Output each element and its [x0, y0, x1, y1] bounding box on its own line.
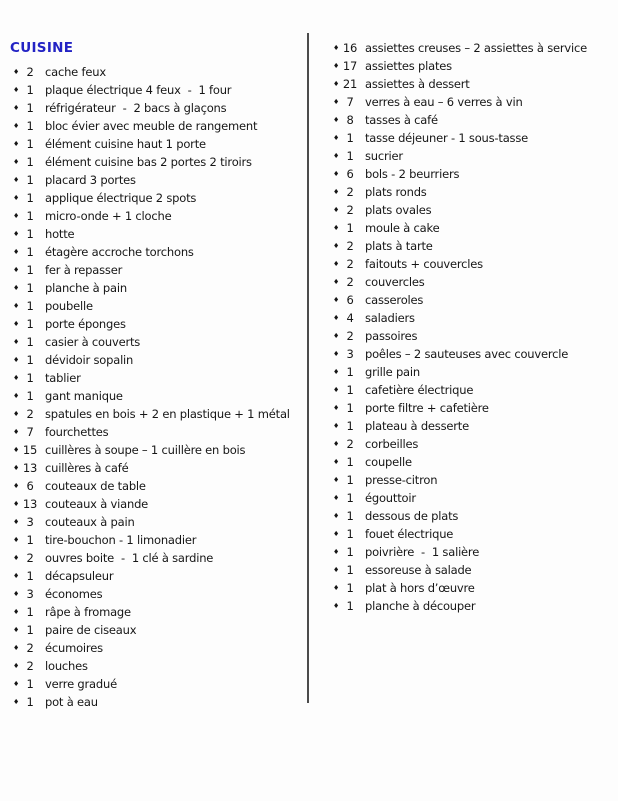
item-label: couteaux de table	[45, 479, 146, 493]
item-label: bols - 2 beurriers	[365, 167, 460, 181]
item-quantity: 2	[346, 329, 354, 343]
item-quantity: 1	[346, 545, 354, 559]
item-label: écumoires	[45, 641, 103, 655]
bullet-icon	[10, 267, 20, 274]
item-quantity: 2	[346, 275, 354, 289]
item-label: corbeilles	[365, 437, 419, 451]
bullet-icon	[10, 195, 20, 202]
item-label: moule à cake	[365, 221, 440, 235]
item-label: porte filtre + cafetière	[365, 401, 489, 415]
list-item	[10, 333, 306, 351]
bullet-icon	[330, 405, 340, 412]
bullet-icon	[330, 423, 340, 430]
item-quantity: 6	[346, 167, 354, 181]
list-item	[330, 309, 616, 327]
list-item	[10, 495, 306, 513]
bullet-icon	[330, 153, 340, 160]
list-item	[10, 135, 306, 153]
item-label: coupelle	[365, 455, 412, 469]
bullet-icon	[10, 375, 20, 382]
list-item	[330, 237, 616, 255]
item-quantity: 2	[26, 65, 34, 79]
bullet-icon	[10, 213, 20, 220]
bullet-icon	[330, 207, 340, 214]
item-label: fourchettes	[45, 425, 109, 439]
list-item	[330, 39, 616, 57]
item-label: casier à couverts	[45, 335, 141, 349]
item-quantity: 16	[342, 41, 358, 55]
list-item	[330, 543, 616, 561]
list-item	[10, 207, 306, 225]
item-quantity: 21	[342, 77, 358, 91]
list-item	[330, 255, 616, 273]
item-label: plateau à desserte	[365, 419, 469, 433]
list-item	[10, 81, 306, 99]
item-quantity: 1	[26, 155, 34, 169]
list-item	[330, 471, 616, 489]
list-item	[10, 171, 306, 189]
bullet-icon	[10, 303, 20, 310]
list-item	[330, 129, 616, 147]
bullet-icon	[10, 231, 20, 238]
item-quantity: 1	[26, 173, 34, 187]
list-item	[10, 477, 306, 495]
bullet-icon	[10, 663, 20, 670]
bullet-icon	[10, 681, 20, 688]
list-item	[330, 57, 616, 75]
bullet-icon	[10, 627, 20, 634]
list-item	[10, 459, 306, 477]
list-item	[10, 279, 306, 297]
item-label: tire-bouchon - 1 limonadier	[45, 533, 197, 547]
item-quantity: 1	[26, 83, 34, 97]
bullet-icon	[330, 63, 340, 70]
list-item	[330, 561, 616, 579]
item-label: égouttoir	[365, 491, 416, 505]
item-label: plat à hors d’œuvre	[365, 581, 475, 595]
bullet-icon	[330, 279, 340, 286]
item-quantity: 1	[26, 227, 34, 241]
item-quantity: 1	[346, 149, 354, 163]
item-label: verres à eau – 6 verres à vin	[365, 95, 523, 109]
item-label: plats ronds	[365, 185, 427, 199]
item-quantity: 2	[26, 659, 34, 673]
list-item	[330, 399, 616, 417]
item-label: pot à eau	[45, 695, 98, 709]
item-quantity: 1	[346, 563, 354, 577]
item-label: cuillères à soupe – 1 cuillère en bois	[45, 443, 246, 457]
bullet-icon	[10, 357, 20, 364]
list-item	[10, 423, 306, 441]
item-label: fouet électrique	[365, 527, 454, 541]
item-label: cuillères à café	[45, 461, 129, 475]
item-quantity: 1	[26, 389, 34, 403]
bullet-icon	[10, 141, 20, 148]
item-label: essoreuse à salade	[365, 563, 472, 577]
item-quantity: 1	[26, 335, 34, 349]
item-quantity: 1	[346, 131, 354, 145]
item-label: ouvres boite - 1 clé à sardine	[45, 551, 214, 565]
item-label: râpe à fromage	[45, 605, 131, 619]
item-label: planche à découper	[365, 599, 476, 613]
bullet-icon	[330, 495, 340, 502]
item-quantity: 7	[346, 95, 354, 109]
item-quantity: 13	[22, 497, 38, 511]
item-label: grille pain	[365, 365, 420, 379]
list-item	[10, 243, 306, 261]
bullet-icon	[330, 81, 340, 88]
item-label: poivrière - 1 salière	[365, 545, 480, 559]
item-label: cafetière électrique	[365, 383, 474, 397]
bullet-icon	[10, 537, 20, 544]
bullet-icon	[10, 447, 20, 454]
list-item	[10, 117, 306, 135]
item-label: bloc évier avec meuble de rangement	[45, 119, 258, 133]
list-item	[10, 225, 306, 243]
list-item	[330, 435, 616, 453]
bullet-icon	[330, 99, 340, 106]
list-item	[330, 417, 616, 435]
item-quantity: 1	[26, 245, 34, 259]
list-item	[330, 183, 616, 201]
list-item	[10, 531, 306, 549]
bullet-icon	[10, 321, 20, 328]
bullet-icon	[330, 387, 340, 394]
page-title: CUISINE	[10, 40, 74, 56]
inventory-right-column	[330, 39, 616, 615]
bullet-icon	[10, 87, 20, 94]
bullet-icon	[10, 555, 20, 562]
bullet-icon	[330, 531, 340, 538]
item-quantity: 1	[26, 191, 34, 205]
item-label: économes	[45, 587, 103, 601]
item-quantity: 1	[26, 281, 34, 295]
list-item	[330, 507, 616, 525]
item-quantity: 1	[346, 419, 354, 433]
bullet-icon	[330, 351, 340, 358]
item-label: tasses à café	[365, 113, 438, 127]
bullet-icon	[330, 441, 340, 448]
item-quantity: 1	[26, 263, 34, 277]
bullet-icon	[330, 243, 340, 250]
list-item	[10, 513, 306, 531]
list-item	[10, 387, 306, 405]
bullet-icon	[330, 315, 340, 322]
item-quantity: 1	[26, 137, 34, 151]
item-label: casseroles	[365, 293, 424, 307]
list-item	[330, 525, 616, 543]
bullet-icon	[330, 225, 340, 232]
inventory-left-column	[10, 63, 306, 711]
list-item	[330, 489, 616, 507]
bullet-icon	[10, 429, 20, 436]
bullet-icon	[330, 567, 340, 574]
list-item	[10, 351, 306, 369]
list-item	[330, 147, 616, 165]
list-item	[10, 693, 306, 711]
item-label: paire de ciseaux	[45, 623, 137, 637]
bullet-icon	[10, 591, 20, 598]
list-item	[10, 369, 306, 387]
item-quantity: 1	[346, 509, 354, 523]
item-label: fer à repasser	[45, 263, 123, 277]
item-label: élément cuisine haut 1 porte	[45, 137, 206, 151]
bullet-icon	[10, 249, 20, 256]
item-quantity: 1	[26, 353, 34, 367]
list-item	[10, 63, 306, 81]
item-quantity: 1	[26, 119, 34, 133]
item-quantity: 1	[346, 491, 354, 505]
list-item	[10, 261, 306, 279]
item-quantity: 1	[26, 695, 34, 709]
item-quantity: 1	[26, 371, 34, 385]
bullet-icon	[330, 549, 340, 556]
item-quantity: 1	[26, 317, 34, 331]
item-label: poêles – 2 sauteuses avec couvercle	[365, 347, 569, 361]
item-quantity: 1	[26, 533, 34, 547]
item-label: couteaux à viande	[45, 497, 149, 511]
item-label: couteaux à pain	[45, 515, 135, 529]
item-label: assiettes à dessert	[365, 77, 470, 91]
list-item	[330, 111, 616, 129]
item-quantity: 1	[346, 383, 354, 397]
item-quantity: 6	[26, 479, 34, 493]
item-label: saladiers	[365, 311, 415, 325]
item-label: spatules en bois + 2 en plastique + 1 métal	[45, 407, 290, 421]
bullet-icon	[330, 585, 340, 592]
item-quantity: 1	[26, 209, 34, 223]
list-item	[330, 219, 616, 237]
list-item	[330, 93, 616, 111]
item-label: dévidoir sopalin	[45, 353, 134, 367]
item-quantity: 1	[346, 581, 354, 595]
item-quantity: 2	[26, 551, 34, 565]
item-quantity: 4	[346, 311, 354, 325]
bullet-icon	[10, 123, 20, 130]
column-divider-line	[307, 33, 309, 703]
bullet-icon	[330, 45, 340, 52]
list-item	[10, 99, 306, 117]
item-label: faitouts + couvercles	[365, 257, 483, 271]
item-label: réfrigérateur - 2 bacs à glaçons	[45, 101, 227, 115]
bullet-icon	[10, 69, 20, 76]
item-quantity: 17	[342, 59, 358, 73]
bullet-icon	[330, 171, 340, 178]
item-quantity: 1	[346, 599, 354, 613]
item-label: dessous de plats	[365, 509, 459, 523]
bullet-icon	[10, 483, 20, 490]
list-item	[10, 297, 306, 315]
bullet-icon	[10, 501, 20, 508]
item-quantity: 3	[26, 515, 34, 529]
bullet-icon	[10, 393, 20, 400]
item-quantity: 1	[26, 605, 34, 619]
bullet-icon	[10, 339, 20, 346]
item-quantity: 6	[346, 293, 354, 307]
item-quantity: 2	[346, 257, 354, 271]
list-item	[10, 153, 306, 171]
item-quantity: 1	[346, 527, 354, 541]
list-item	[330, 327, 616, 345]
item-label: tasse déjeuner - 1 sous-tasse	[365, 131, 528, 145]
item-label: porte éponges	[45, 317, 126, 331]
item-quantity: 1	[346, 365, 354, 379]
item-label: verre gradué	[45, 677, 117, 691]
bullet-icon	[330, 297, 340, 304]
list-item	[330, 165, 616, 183]
list-item	[330, 363, 616, 381]
item-label: élément cuisine bas 2 portes 2 tiroirs	[45, 155, 252, 169]
item-quantity: 1	[346, 455, 354, 469]
item-quantity: 2	[26, 641, 34, 655]
item-label: hotte	[45, 227, 75, 241]
item-quantity: 1	[26, 623, 34, 637]
item-label: assiettes creuses – 2 assiettes à service	[365, 41, 588, 55]
item-label: micro-onde + 1 cloche	[45, 209, 172, 223]
bullet-icon	[10, 519, 20, 526]
item-label: passoires	[365, 329, 418, 343]
item-quantity: 3	[346, 347, 354, 361]
bullet-icon	[10, 699, 20, 706]
item-label: poubelle	[45, 299, 93, 313]
item-quantity: 1	[26, 299, 34, 313]
item-quantity: 1	[346, 221, 354, 235]
item-label: couvercles	[365, 275, 425, 289]
item-quantity: 1	[26, 569, 34, 583]
list-item	[10, 621, 306, 639]
list-item	[10, 549, 306, 567]
bullet-icon	[330, 369, 340, 376]
item-label: tablier	[45, 371, 81, 385]
item-quantity: 2	[346, 185, 354, 199]
bullet-icon	[330, 603, 340, 610]
list-item	[10, 585, 306, 603]
list-item	[10, 567, 306, 585]
bullet-icon	[10, 573, 20, 580]
item-label: sucrier	[365, 149, 403, 163]
item-quantity: 1	[26, 677, 34, 691]
bullet-icon	[10, 105, 20, 112]
bullet-icon	[330, 333, 340, 340]
item-label: placard 3 portes	[45, 173, 136, 187]
item-label: plats à tarte	[365, 239, 433, 253]
list-item	[330, 597, 616, 615]
item-label: cache feux	[45, 65, 106, 79]
item-quantity: 2	[346, 437, 354, 451]
item-quantity: 7	[26, 425, 34, 439]
bullet-icon	[10, 159, 20, 166]
item-label: assiettes plates	[365, 59, 452, 73]
list-item	[330, 75, 616, 93]
item-quantity: 2	[346, 203, 354, 217]
bullet-icon	[10, 465, 20, 472]
item-label: plaque électrique 4 feux - 1 four	[45, 83, 232, 97]
list-item	[10, 315, 306, 333]
list-item	[10, 603, 306, 621]
list-item	[10, 441, 306, 459]
bullet-icon	[10, 645, 20, 652]
list-item	[330, 273, 616, 291]
list-item	[10, 405, 306, 423]
item-label: applique électrique 2 spots	[45, 191, 197, 205]
item-label: étagère accroche torchons	[45, 245, 194, 259]
item-label: presse-citron	[365, 473, 438, 487]
item-label: planche à pain	[45, 281, 127, 295]
bullet-icon	[330, 459, 340, 466]
bullet-icon	[330, 477, 340, 484]
bullet-icon	[330, 135, 340, 142]
bullet-icon	[10, 285, 20, 292]
list-item	[330, 345, 616, 363]
item-quantity: 1	[346, 473, 354, 487]
list-item	[10, 675, 306, 693]
item-quantity: 2	[26, 407, 34, 421]
list-item	[10, 657, 306, 675]
bullet-icon	[10, 609, 20, 616]
item-quantity: 8	[346, 113, 354, 127]
item-label: louches	[45, 659, 88, 673]
bullet-icon	[330, 117, 340, 124]
bullet-icon	[330, 261, 340, 268]
item-quantity: 13	[22, 461, 38, 475]
list-item	[330, 291, 616, 309]
bullet-icon	[10, 177, 20, 184]
bullet-icon	[10, 411, 20, 418]
list-item	[330, 579, 616, 597]
item-quantity: 1	[346, 401, 354, 415]
list-item	[330, 381, 616, 399]
item-quantity: 15	[22, 443, 38, 457]
item-quantity: 3	[26, 587, 34, 601]
item-quantity: 1	[26, 101, 34, 115]
bullet-icon	[330, 189, 340, 196]
list-item	[10, 189, 306, 207]
item-quantity: 2	[346, 239, 354, 253]
item-label: décapsuleur	[45, 569, 114, 583]
item-label: plats ovales	[365, 203, 432, 217]
list-item	[330, 201, 616, 219]
item-label: gant manique	[45, 389, 123, 403]
list-item	[330, 453, 616, 471]
bullet-icon	[330, 513, 340, 520]
list-item	[10, 639, 306, 657]
